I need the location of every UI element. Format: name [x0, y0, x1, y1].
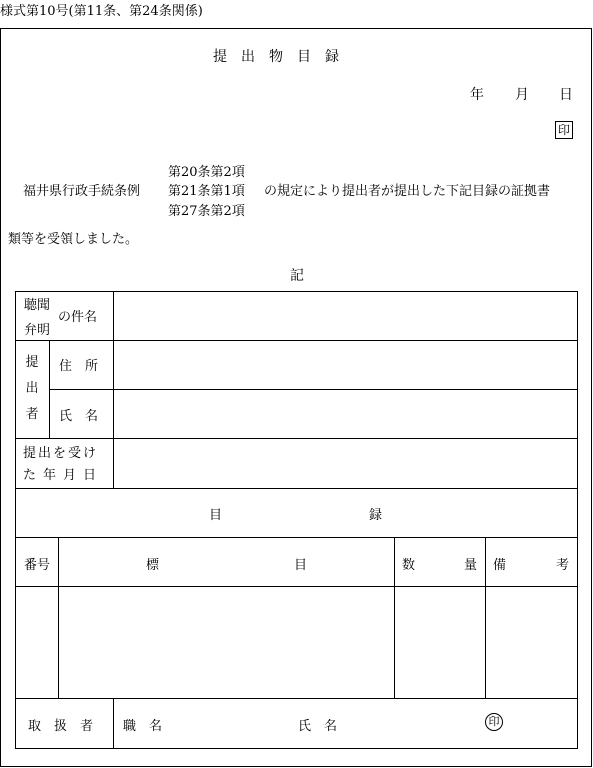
col-quantity-header-1: 数	[402, 558, 416, 573]
col-number-header: 番号	[24, 558, 51, 573]
row-line	[16, 438, 577, 439]
col-remarks-header-1: 備	[493, 558, 507, 573]
ki-heading: 記	[290, 268, 304, 284]
name-label: 氏 名	[59, 409, 99, 424]
col-quantity-header-2: 量	[464, 558, 478, 573]
name-field[interactable]	[116, 392, 574, 436]
col-line	[49, 340, 50, 438]
ordinance-name: 福井県行政手続条例	[23, 184, 141, 199]
handler-label: 取 扱 者	[28, 719, 94, 734]
submission-table	[15, 291, 578, 749]
article-3: 第27条第2項	[168, 204, 245, 219]
col-line	[58, 537, 59, 698]
case-name-label: の件名	[58, 310, 98, 325]
row-line	[16, 537, 577, 538]
form-number-note: 様式第10号(第11条、第24条関係)	[0, 4, 203, 19]
body-rest: の規定により提出者が提出した下記目録の証拠書	[264, 184, 551, 199]
row-line	[16, 340, 577, 341]
col-remarks-header-2: 考	[556, 558, 570, 573]
seal-square-icon: 印	[555, 121, 573, 139]
row-line	[16, 488, 577, 489]
address-field[interactable]	[116, 343, 574, 387]
date-day: 日	[559, 87, 573, 103]
seal-mark	[555, 121, 573, 139]
case-name-field[interactable]	[116, 294, 574, 338]
page-title: 提 出 物 目 録	[213, 49, 339, 65]
explanation-label: 弁明	[24, 323, 51, 338]
received-date-field[interactable]	[116, 441, 574, 486]
row-line	[49, 389, 577, 390]
col-label-header-1: 標	[146, 558, 160, 573]
hearing-label: 聴聞	[24, 298, 51, 313]
body-continuation: 類等を受領しました。	[8, 232, 139, 247]
item-number-cell[interactable]	[18, 589, 56, 696]
position-label: 職 名	[123, 719, 163, 734]
address-label: 住 所	[59, 359, 99, 374]
inventory-heading-2: 録	[369, 508, 383, 523]
row-line	[16, 586, 577, 587]
col-line	[485, 537, 486, 698]
handler-seal	[485, 713, 503, 731]
received-label-1: 提出を受け	[23, 446, 99, 461]
received-label-2: た年月日	[23, 468, 104, 483]
handler-name-label: 氏 名	[298, 719, 338, 734]
inventory-heading-1: 目	[209, 508, 223, 523]
col-line	[394, 537, 395, 698]
col-label-header-2: 目	[294, 558, 308, 573]
col-line	[113, 292, 114, 488]
article-1: 第20条第2項	[168, 165, 245, 180]
item-remarks-cell[interactable]	[488, 589, 575, 696]
article-2: 第21条第1項	[168, 184, 245, 199]
date-year: 年	[470, 87, 484, 103]
row-line	[16, 698, 577, 699]
item-label-cell[interactable]	[61, 589, 392, 696]
seal-round-icon: 印	[485, 713, 503, 731]
col-line	[113, 698, 114, 748]
item-quantity-cell[interactable]	[397, 589, 483, 696]
date-month: 月	[515, 87, 529, 103]
submitter-label: 提出者	[25, 355, 39, 422]
